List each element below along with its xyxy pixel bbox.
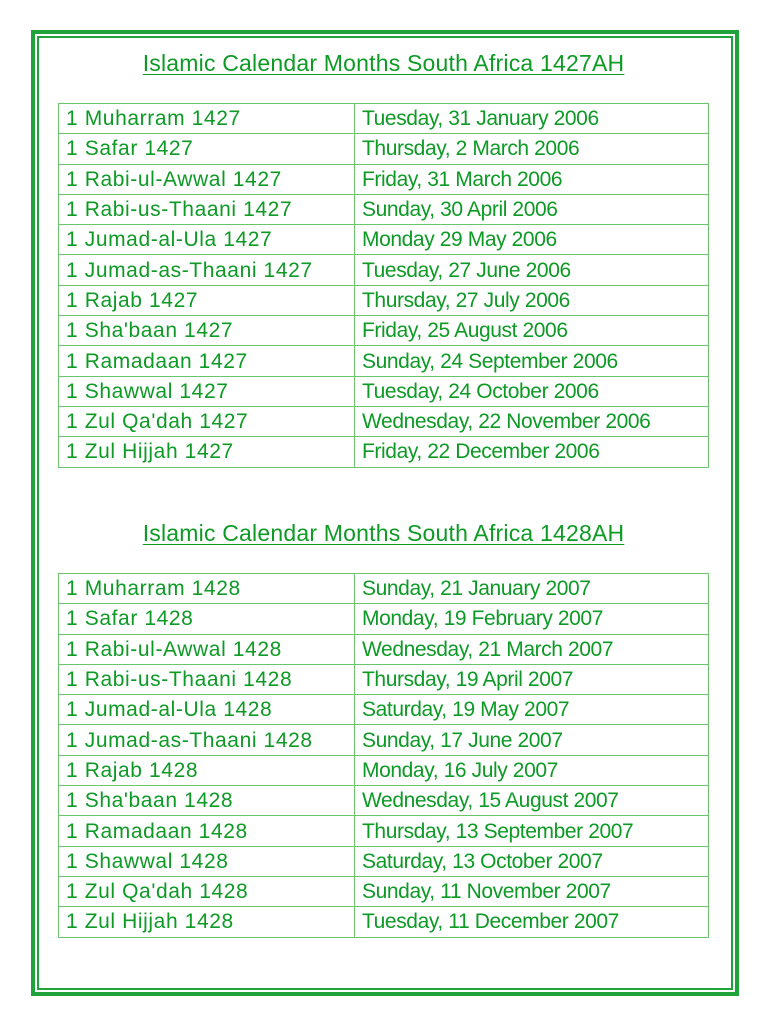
- hijri-date-cell: 1 Zul Hijjah 1428: [59, 907, 355, 937]
- table-row: [59, 164, 709, 194]
- gregorian-date-cell: Monday 29 May 2006: [355, 225, 709, 255]
- hijri-date-cell: 1 Sha'baan 1428: [59, 786, 355, 816]
- gregorian-date-cell: Tuesday, 27 June 2006: [355, 255, 709, 285]
- hijri-date-cell: 1 Jumad-as-Thaani 1427: [59, 255, 355, 285]
- hijri-date-cell: 1 Muharram 1427: [59, 104, 355, 134]
- hijri-date-cell: 1 Jumad-as-Thaani 1428: [59, 725, 355, 755]
- calendar-section-1427: [58, 48, 709, 468]
- table-row: [59, 664, 709, 694]
- gregorian-date-cell: Wednesday, 21 March 2007: [355, 634, 709, 664]
- hijri-date-cell: 1 Rabi-us-Thaani 1427: [59, 194, 355, 224]
- table-row: [59, 346, 709, 376]
- hijri-date-cell: 1 Rajab 1427: [59, 285, 355, 315]
- gregorian-date-cell: Wednesday, 22 November 2006: [355, 406, 709, 436]
- hijri-date-cell: 1 Zul Hijjah 1427: [59, 437, 355, 467]
- gregorian-date-cell: Tuesday, 31 January 2006: [355, 104, 709, 134]
- gregorian-date-cell: Sunday, 24 September 2006: [355, 346, 709, 376]
- table-row: [59, 104, 709, 134]
- table-row: [59, 316, 709, 346]
- gregorian-date-cell: Friday, 25 August 2006: [355, 316, 709, 346]
- table-row: [59, 725, 709, 755]
- gregorian-date-cell: Saturday, 13 October 2007: [355, 846, 709, 876]
- section-title-1427: Islamic Calendar Months South Africa 1427AH: [142, 50, 625, 76]
- hijri-date-cell: 1 Safar 1428: [59, 604, 355, 634]
- gregorian-date-cell: Thursday, 2 March 2006: [355, 134, 709, 164]
- table-row: [59, 876, 709, 906]
- gregorian-date-cell: Sunday, 17 June 2007: [355, 725, 709, 755]
- calendar-section-1428: [58, 518, 709, 938]
- table-row: [59, 437, 709, 467]
- gregorian-date-cell: Thursday, 13 September 2007: [355, 816, 709, 846]
- gregorian-date-cell: Sunday, 11 November 2007: [355, 876, 709, 906]
- hijri-date-cell: 1 Muharram 1428: [59, 574, 355, 604]
- gregorian-date-cell: Sunday, 21 January 2007: [355, 574, 709, 604]
- table-row: [59, 816, 709, 846]
- calendar-table-1427: [58, 103, 709, 468]
- hijri-date-cell: 1 Shawwal 1427: [59, 376, 355, 406]
- gregorian-date-cell: Sunday, 30 April 2006: [355, 194, 709, 224]
- gregorian-date-cell: Thursday, 27 July 2006: [355, 285, 709, 315]
- table-row: [59, 846, 709, 876]
- table-row: [59, 225, 709, 255]
- table-row: [59, 134, 709, 164]
- gregorian-date-cell: Monday, 19 February 2007: [355, 604, 709, 634]
- table-row: [59, 907, 709, 937]
- hijri-date-cell: 1 Jumad-al-Ula 1428: [59, 695, 355, 725]
- table-row: [59, 574, 709, 604]
- gregorian-date-cell: Friday, 31 March 2006: [355, 164, 709, 194]
- hijri-date-cell: 1 Ramadaan 1427: [59, 346, 355, 376]
- gregorian-date-cell: Saturday, 19 May 2007: [355, 695, 709, 725]
- hijri-date-cell: 1 Zul Qa'dah 1428: [59, 876, 355, 906]
- table-row: [59, 376, 709, 406]
- hijri-date-cell: 1 Rajab 1428: [59, 755, 355, 785]
- hijri-date-cell: 1 Shawwal 1428: [59, 846, 355, 876]
- calendar-table-1428: [58, 573, 709, 938]
- hijri-date-cell: 1 Ramadaan 1428: [59, 816, 355, 846]
- gregorian-date-cell: Thursday, 19 April 2007: [355, 664, 709, 694]
- gregorian-date-cell: Tuesday, 24 October 2006: [355, 376, 709, 406]
- hijri-date-cell: 1 Safar 1427: [59, 134, 355, 164]
- table-row: [59, 285, 709, 315]
- hijri-date-cell: 1 Jumad-al-Ula 1427: [59, 225, 355, 255]
- gregorian-date-cell: Friday, 22 December 2006: [355, 437, 709, 467]
- table-row: [59, 755, 709, 785]
- gregorian-date-cell: Wednesday, 15 August 2007: [355, 786, 709, 816]
- table-row: [59, 695, 709, 725]
- table-row: [59, 406, 709, 436]
- hijri-date-cell: 1 Rabi-ul-Awwal 1427: [59, 164, 355, 194]
- gregorian-date-cell: Monday, 16 July 2007: [355, 755, 709, 785]
- section-title-1428: Islamic Calendar Months South Africa 1428AH: [142, 520, 625, 546]
- hijri-date-cell: 1 Zul Qa'dah 1427: [59, 406, 355, 436]
- hijri-date-cell: 1 Rabi-us-Thaani 1428: [59, 664, 355, 694]
- gregorian-date-cell: Tuesday, 11 December 2007: [355, 907, 709, 937]
- table-row: [59, 255, 709, 285]
- table-row: [59, 604, 709, 634]
- table-row: [59, 194, 709, 224]
- table-row: [59, 786, 709, 816]
- table-row: [59, 634, 709, 664]
- hijri-date-cell: 1 Sha'baan 1427: [59, 316, 355, 346]
- hijri-date-cell: 1 Rabi-ul-Awwal 1428: [59, 634, 355, 664]
